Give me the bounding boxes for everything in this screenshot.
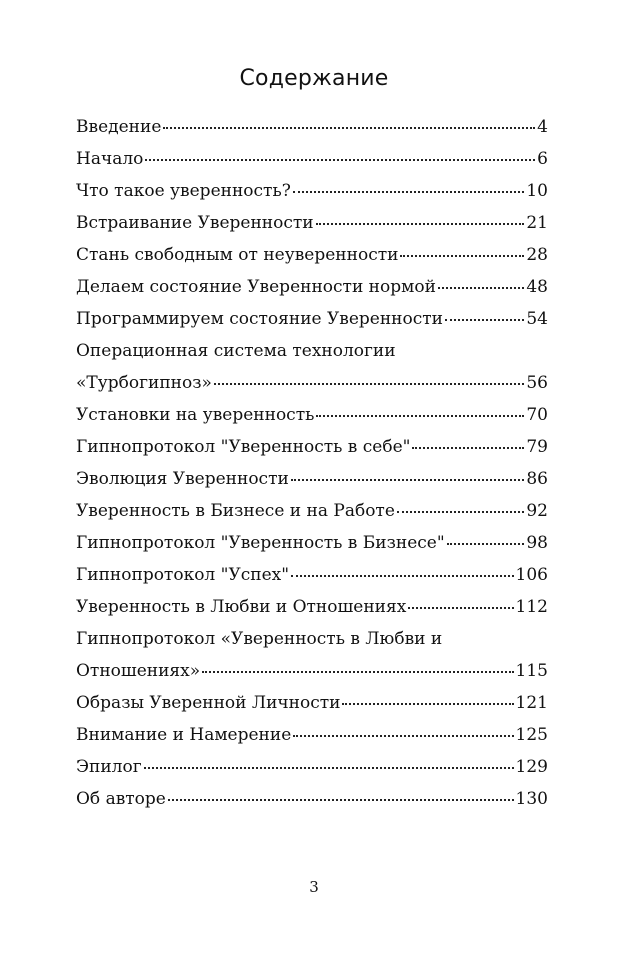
- toc-entry-title: «Турбогипноз»: [76, 373, 212, 393]
- toc-entry-title: Начало: [76, 149, 144, 169]
- toc-entry-page: 86: [526, 469, 548, 489]
- dot-leader: [214, 382, 524, 385]
- toc-entry: [76, 176, 548, 208]
- toc-entry-title: Уверенность в Любви и Отношениях: [76, 597, 407, 617]
- dot-leader: [293, 734, 513, 737]
- toc-entry: [76, 112, 548, 144]
- toc-entry-page: 54: [526, 309, 548, 329]
- toc-entry: [76, 336, 548, 400]
- toc-entry: [76, 304, 548, 336]
- toc-entry-title: Программируем состояние Уверенности: [76, 309, 443, 329]
- toc-entry-title: Образы Уверенной Личности: [76, 693, 341, 713]
- toc-entry-title: Гипнопротокол "Уверенность в себе": [76, 437, 411, 457]
- toc-entry-title: Делаем состояние Уверенности нормой: [76, 277, 436, 297]
- toc-entry-page: 79: [526, 437, 548, 457]
- toc-entry-page: 106: [515, 565, 548, 585]
- toc-entry: [76, 688, 548, 720]
- toc-entry: [76, 560, 548, 592]
- toc-entry-title-line1: Гипнопротокол «Уверенность в Любви и: [76, 629, 443, 649]
- table-of-contents: [76, 112, 548, 816]
- dot-leader: [400, 254, 524, 257]
- toc-entry-page: 4: [537, 117, 548, 137]
- dot-leader: [293, 190, 525, 193]
- toc-entry: [76, 144, 548, 176]
- dot-leader: [412, 446, 524, 449]
- dot-leader: [397, 510, 524, 513]
- dot-leader: [445, 318, 524, 321]
- toc-entry-page: 115: [515, 661, 548, 681]
- toc-entry: [76, 624, 548, 688]
- dot-leader: [163, 126, 535, 129]
- toc-entry: [76, 240, 548, 272]
- toc-entry-page: 130: [515, 789, 548, 809]
- dot-leader: [168, 798, 514, 801]
- toc-entry: [76, 592, 548, 624]
- toc-entry-title: Установки на уверенность: [76, 405, 315, 425]
- dot-leader: [316, 222, 525, 225]
- toc-entry-page: 21: [526, 213, 548, 233]
- toc-entry-title: Введение: [76, 117, 162, 137]
- toc-entry: [76, 432, 548, 464]
- toc-entry: [76, 496, 548, 528]
- toc-entry-title: Гипнопротокол "Уверенность в Бизнесе": [76, 533, 445, 553]
- dot-leader: [438, 286, 524, 289]
- toc-entry-title: Отношениях»: [76, 661, 201, 681]
- toc-entry-title: Уверенность в Бизнесе и на Работе: [76, 501, 395, 521]
- toc-entry-title: Стань свободным от неуверенности: [76, 245, 399, 265]
- toc-entry-title: Встраивание Уверенности: [76, 213, 314, 233]
- toc-entry-page: 98: [526, 533, 548, 553]
- toc-entry-page: 70: [526, 405, 548, 425]
- toc-entry: [76, 784, 548, 816]
- toc-entry-title: Эпилог: [76, 757, 142, 777]
- toc-entry-page: 121: [515, 693, 548, 713]
- toc-entry-page: 48: [526, 277, 548, 297]
- toc-entry: [76, 272, 548, 304]
- dot-leader: [342, 702, 513, 705]
- toc-entry: [76, 464, 548, 496]
- toc-entry-page: 129: [515, 757, 548, 777]
- toc-entry-page: 56: [526, 373, 548, 393]
- toc-entry: [76, 400, 548, 432]
- toc-entry: [76, 720, 548, 752]
- toc-entry: [76, 752, 548, 784]
- toc-entry-page: 92: [526, 501, 548, 521]
- toc-entry-title-line1: Операционная система технологии: [76, 341, 396, 361]
- toc-entry-title: Что такое уверенность?: [76, 181, 291, 201]
- dot-leader: [408, 606, 513, 609]
- page-title: Содержание: [239, 66, 389, 91]
- toc-entry-page: 112: [515, 597, 548, 617]
- dot-leader: [202, 670, 513, 673]
- toc-entry-page: 10: [526, 181, 548, 201]
- dot-leader: [291, 478, 525, 481]
- toc-entry-page: 125: [515, 725, 548, 745]
- toc-entry-page: 28: [526, 245, 548, 265]
- dot-leader: [145, 158, 535, 161]
- dot-leader: [316, 414, 524, 417]
- toc-entry-title: Внимание и Намерение: [76, 725, 292, 745]
- toc-entry: [76, 208, 548, 240]
- toc-entry-title: Об авторе: [76, 789, 166, 809]
- dot-leader: [144, 766, 514, 769]
- toc-entry-title: Эволюция Уверенности: [76, 469, 289, 489]
- toc-entry-page: 6: [537, 149, 548, 169]
- toc-entry-title: Гипнопротокол "Успех": [76, 565, 290, 585]
- page-number: 3: [309, 878, 319, 896]
- dot-leader: [447, 542, 525, 545]
- dot-leader: [291, 574, 513, 577]
- toc-entry: [76, 528, 548, 560]
